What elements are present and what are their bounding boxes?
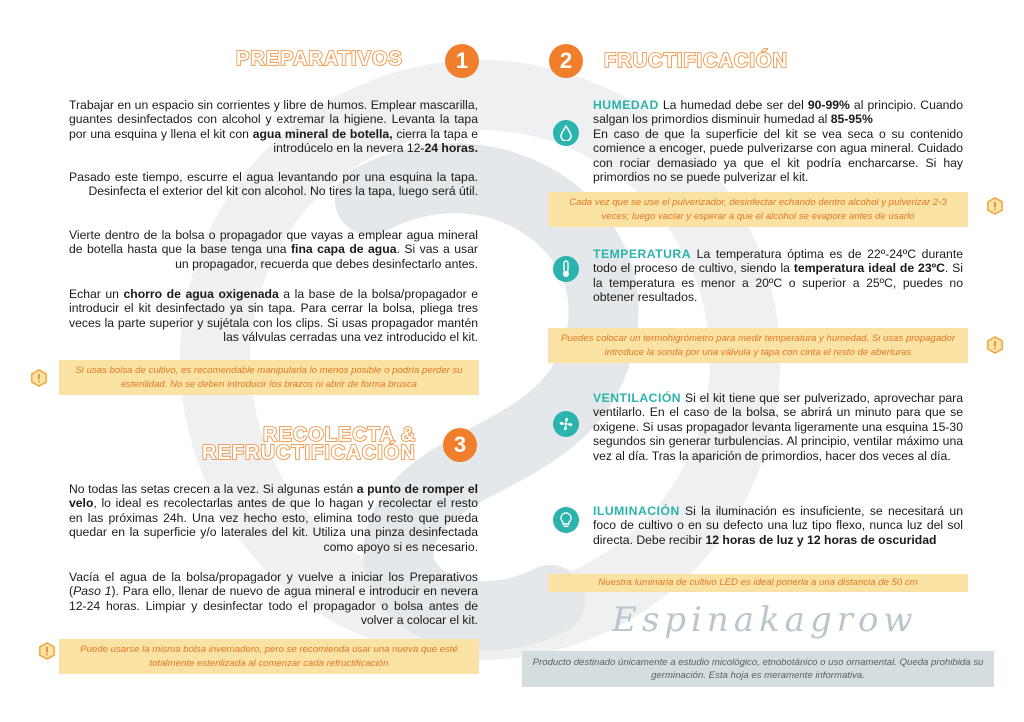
prep-paragraph-4: Echar un chorro de agua oxigenada a la base de la bolsa/propagador e introducir el kit desinfectado ya sin tapa. Para cerrar la bolsa, pliega tres veces la parte superior y sujétala con los clips. Si usas propagador mantén las válvulas cerradas una vez introducido el kit.: [69, 287, 478, 345]
warning-hexagon-icon: [986, 336, 1004, 354]
brand-logo-text: Espinakagrow: [612, 600, 918, 640]
prep-paragraph-3: Vierte dentro de la bolsa o propagador que vayas a emplear agua mineral de botella hasta que la base tenga una fina capa de agua. Si vas a usar un propagador, recuerda que debes desinfectarlo antes.: [69, 228, 478, 271]
humedad-paragraph: HUMEDAD La humedad debe ser del 90-99% al principio. Cuando salgan los primordios disminuir humedad al 85-95% En caso de que la superficie del kit se vea seca o su contenido comience a encoger, puede pulverizarse con agua mineral. Cuidado con rociar demasiado ya que el kit podría encharcarse. Si hay primordios no se puede pulverizar el kit.: [593, 98, 963, 185]
prep-paragraph-1: Trabajar en un espacio sin corrientes y libre de humos. Emplear mascarilla, guantes desinfectados con alcohol y extremar la higiene. Levanta la tapa por una esquina y llena el kit con agua mineral de botella, cierra la tapa e introdúcelo en la nevera 12-24 horas.: [69, 98, 478, 156]
lightbulb-icon: [553, 507, 579, 533]
iluminacion-paragraph: ILUMINACIÓN Si la iluminación es insuficiente, se necesitará un foco de cultivo o en su defecto una luz tipo flexo, nunca luz del sol directa. Debe recibir 12 horas de luz y 12 horas de oscuridad: [593, 504, 963, 547]
step-1-badge: 1: [445, 44, 479, 78]
preparativos-title: PREPARATIVOS: [236, 48, 403, 70]
recolecta-paragraph-1: No todas las setas crecen a la vez. Si algunas están a punto de romper el velo, lo ideal es recolectarlas antes de que lo hagan y recolectar el resto en las próximas 24h. Una vez hecho esto, elimina todo resto que pueda quedar en la superficie y/o laterales del kit. Utiliza una pinza desinfectada como apoyo si es necesario.: [69, 482, 479, 554]
warning-hexagon-icon: [38, 642, 56, 660]
step-2-badge: 2: [549, 44, 583, 78]
prep-paragraph-2: Pasado este tiempo, escurre el agua levantando por una esquina la tapa. Desinfecta el exterior del kit con alcohol. No tires la tapa, luego será útil.: [69, 170, 478, 199]
humedad-note: Cada vez que se use el pulverizador, desinfectar echando dentro alcohol y pulverizar 2-3 veces; luego vaciar y esperar a que el alcohol se evapore antes de usarlo: [548, 192, 968, 227]
ventilacion-paragraph: VENTILACIÓN Si el kit tiene que ser pulverizado, aprovechar para ventilarlo. En el caso de la bolsa, se abrirá un minuto para que se oxigene. Si usas propagador levanta ligeramente una esquina 15-30 segundos sin generar turbulencias. Al principio, ventilar máximo una vez al día. Tras la aparición de primordios, hacer dos veces al día.: [593, 391, 963, 463]
prep-note: Si usas bolsa de cultivo, es recomendable manipularla lo menos posible o podría perder su esterilidad. No se deben introducir los brazos ni abrir de forma brusca: [59, 360, 479, 395]
warning-hexagon-icon: [30, 369, 48, 387]
thermometer-icon: [553, 256, 579, 282]
temperatura-paragraph: TEMPERATURA La temperatura óptima es de 22º-24ºC durante todo el proceso de cultivo, siendo la temperatura ideal de 23ºC. Si la temperatura es menor a 20ºC o superior a 25ºC, puedes no obtener resultados.: [593, 247, 964, 305]
recolecta-paragraph-2: Vacía el agua de la bolsa/propagador y vuelve a iniciar los Preparativos (Paso 1). Para ello, llenar de nuevo de agua mineral e introducir en nevera 12-24 horas. Limpiar y desinfectar todo el propagador o bolsa antes de volver a colocar el kit.: [69, 570, 478, 628]
recolecta-title-line2: REFRUCTIFICACIÓN: [202, 442, 416, 464]
recolecta-title-line1: RECOLECTA &: [263, 424, 417, 446]
fan-icon: [553, 411, 579, 437]
temperatura-note: Puedes colocar un termohigrómetro para medir temperatura y humedad. Si usas propagador introduce la sonda por una válvula y tapa con cinta el resto de aberturas: [548, 328, 968, 363]
fructificacion-title: FRUCTIFICACIÓN: [604, 50, 788, 72]
step-3-badge: 3: [443, 428, 477, 462]
iluminacion-note: Nuestra luminaria de cultivo LED es ideal ponerla a una distancia de 50 cm: [548, 574, 968, 592]
disclaimer: Producto destinado únicamente a estudio micológico, etnobotánico o uso ornamental. Queda prohibida su germinación. Esta hoja es meramente informativa.: [522, 651, 994, 687]
warning-hexagon-icon: [986, 197, 1004, 215]
water-drop-icon: [553, 120, 579, 146]
recolecta-note: Puede usarse la misma bolsa invernadero, pero se recomienda usar una nueva que esté totalmente esterilizada al comenzar cada refructificación: [59, 639, 479, 674]
